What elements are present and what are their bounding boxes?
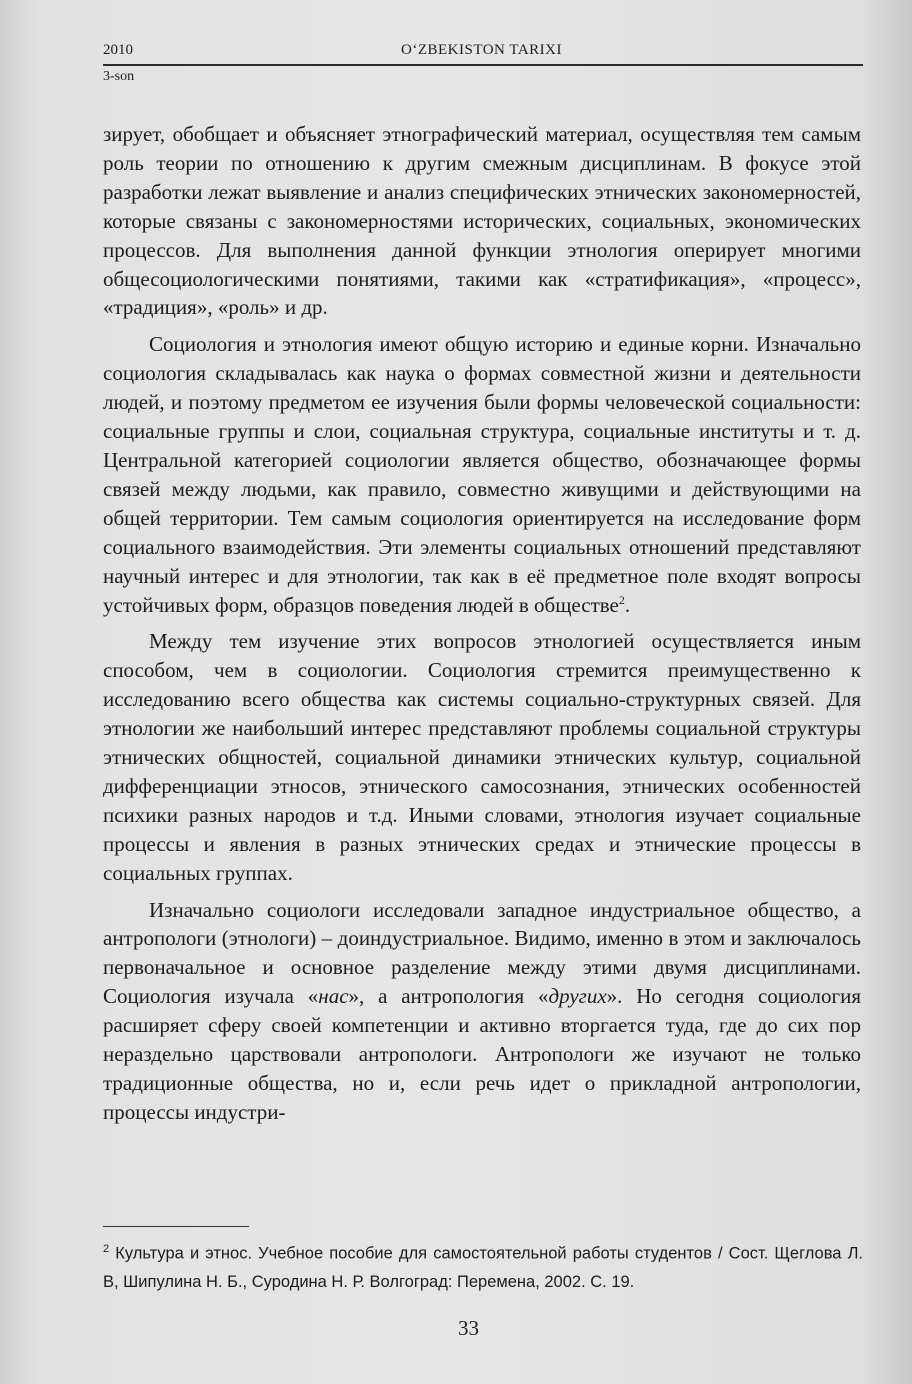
- paragraph-4-part-b: », а антропология «: [348, 984, 549, 1009]
- footnote-text: Культура и этнос. Учебное пособие для самостоятельной работы студентов / Сост. Щеглова Л. В, Шипулина Н. Б., Суродина Н. Р. Волгоград: Перемена, 2002. С. 19.: [103, 1244, 863, 1291]
- footnote-reference[interactable]: 2: [618, 592, 625, 607]
- footnote: [103, 1235, 863, 1296]
- running-header: [103, 42, 863, 82]
- paragraph-4-part-c: ». Но сегодня социология расширяет сферу своей компетенции и активно вторгается туда, где до сих пор нераздельно царствовали антропологи. Антропологи же изучают не только традиционные общества, но и, если речь идет о прикладной антропологии, процессы индустри-: [103, 984, 861, 1124]
- header-rule: [103, 64, 863, 66]
- paragraph-2: [103, 330, 861, 619]
- paragraph-1: зирует, обобщает и объясняет этнографический материал, осуществляя тем самым роль теории по отношению к другим смежным дисциплинам. В фокусе этой разработки лежат выявление и анализ специфических этнических закономерностей, которые связаны с закономерностями исторических, социальных, экономических процессов. Для выполнения данной функции этнология оперирует многими общесоциологическими понятиями, такими как «стратификация», «процесс», «традиция», «роль» и др.: [103, 122, 861, 320]
- paragraph-3: Между тем изучение этих вопросов этнологией осуществляется иным способом, чем в социологии. Социология стремится преимущественно к исследованию всего общества как системы социально-структурных связей. Для этнологии же наибольший интерес представляют проблемы социальной структуры этнических общностей, социальной динамики этнических культур, социальной дифференциации этносов, этнического самосознания, этнических особенностей психики разных народов и т.д. Иными словами, этнология изучает социальные процессы и явления в разных этнических средах и этнические процессы в социальных группах.: [103, 629, 861, 885]
- page-number: 33: [458, 1316, 479, 1340]
- paragraph-4-part-a: Изначально социологи исследовали западное индустриальное общество, а антропологи (этнологи) – доиндустриальное. Видимо, именно в этом и заключалось первоначальное и основное разделение между этими двумя дисциплинами. Социология изучала «: [103, 897, 861, 1009]
- header-journal-title: O‘ZBEKISTON TARIXI: [401, 42, 562, 58]
- footnote-rule: [103, 1226, 249, 1227]
- paragraph-4: [103, 896, 861, 1127]
- paragraph-4-emphasis-nas: нас: [318, 984, 349, 1009]
- paragraph-2-end: .: [624, 592, 631, 617]
- header-issue: 3-son: [103, 69, 135, 84]
- header-year: 2010: [103, 42, 133, 58]
- paragraph-2-text: Социология и этнология имеют общую историю и единые корни. Изначально социология складывалась как наука о формах совместной жизни и деятельности людей, и поэтому предметом ее изучения были формы человеческой социальности: социальные группы и слои, социальная структура, социальные институты и т. д. Центральной категорией социологии является общество, обозначающее формы связей между людьми, как правило, совместно живущими и действующими на общей территории. Тем самым социология ориентируется на исследование форм социального взаимодействия. Эти элементы социальных отношений представляют научный интерес и для этнологии, так как в её предметное поле входят вопросы устойчивых форм, образцов поведения людей в обществе: [103, 332, 861, 617]
- paragraph-4-emphasis-drugih: других: [548, 984, 607, 1009]
- main-text: [103, 120, 861, 1127]
- footnote-mark: 2: [103, 1243, 110, 1255]
